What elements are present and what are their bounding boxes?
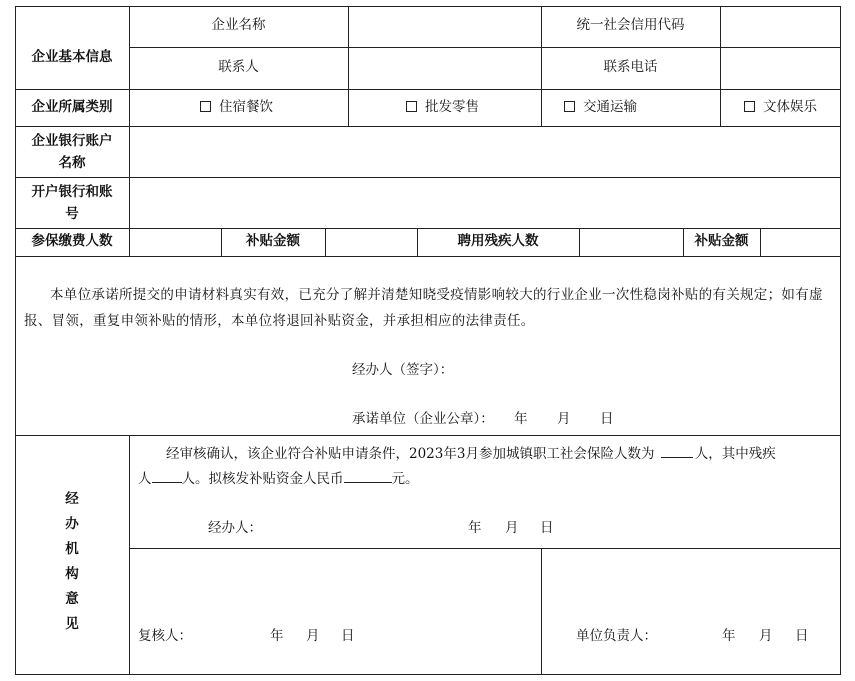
row-line — [15, 89, 841, 90]
table-border-bottom — [15, 674, 841, 675]
company-name-label: 企业名称 — [211, 17, 266, 33]
row-line — [15, 435, 841, 436]
category-option-lodging[interactable] — [200, 98, 273, 116]
label-char: 机 — [65, 541, 79, 557]
unit-head-label: 单位负责人： — [576, 628, 657, 644]
company-name-field[interactable] — [349, 7, 541, 47]
agency-day: 日 — [540, 520, 554, 536]
label-line: 开户银行和账 — [31, 184, 113, 200]
label-line: 企业银行账户 — [31, 133, 113, 149]
review-text: 元。 — [391, 471, 419, 487]
table-border-right — [840, 6, 841, 675]
rechecker-year: 年 — [270, 628, 284, 644]
review-line-2 — [138, 470, 419, 488]
review-text: 经审核确认，该企业符合补贴申请条件，2023年3月参加城镇职工社会保险人数为 — [166, 446, 655, 462]
col-line — [129, 435, 130, 675]
category-option-wholesale[interactable] — [406, 98, 479, 116]
pledge-line-1: 本单位承诺所提交的申请材料真实有效，已充分了解并清楚知晓受疫情影响较大的行业企业一次性稳岗补贴的有关规定；如有虚 — [50, 287, 823, 303]
insured-count-blank[interactable] — [661, 457, 693, 458]
agency-opinion-label — [15, 487, 129, 637]
handler-signature-label: 经办人（签字）： — [352, 362, 454, 378]
label-line: 号 — [65, 206, 79, 222]
category-option-entertainment[interactable] — [744, 98, 817, 116]
bank-account-name-label — [15, 130, 129, 174]
phone-field[interactable] — [721, 48, 840, 89]
contact-label: 联系人 — [218, 59, 259, 75]
amount-blank[interactable] — [344, 482, 392, 483]
checkbox-icon[interactable] — [200, 101, 211, 112]
agency-handler-label: 经办人： — [208, 520, 262, 536]
disabled-count-blank[interactable] — [152, 482, 182, 483]
disabled-count-field[interactable] — [580, 229, 683, 256]
pledge-day: 日 — [600, 411, 614, 427]
label-line: 名称 — [58, 155, 86, 171]
unit-head-day: 日 — [795, 628, 809, 644]
insured-count-field[interactable] — [130, 229, 221, 256]
review-text: 人。拟核发补贴资金人民币 — [181, 471, 344, 487]
label-char: 意 — [65, 591, 79, 607]
subsidy-amount-field[interactable] — [326, 229, 417, 256]
category-option-transport[interactable] — [564, 98, 637, 116]
category-option-label: 交通运输 — [583, 99, 637, 115]
label-char: 办 — [65, 516, 79, 532]
checkbox-icon[interactable] — [406, 101, 417, 112]
subsidy-amount-label-2: 补贴金额 — [694, 233, 749, 249]
category-option-label: 批发零售 — [425, 99, 479, 115]
credit-code-label: 统一社会信用代码 — [576, 17, 685, 33]
bank-and-account-field[interactable] — [130, 178, 840, 228]
rechecker-label: 复核人： — [138, 628, 192, 644]
review-text: 人，其中残疾 — [694, 446, 776, 462]
rechecker-month: 月 — [306, 628, 320, 644]
subsidy-amount-field-2[interactable] — [761, 229, 840, 256]
bank-account-name-field[interactable] — [130, 127, 840, 177]
bank-and-account-label — [15, 181, 129, 225]
label-char: 见 — [65, 616, 79, 632]
unit-head-month: 月 — [759, 628, 773, 644]
checkbox-icon[interactable] — [744, 101, 755, 112]
category-option-label: 文体娱乐 — [763, 99, 817, 115]
disabled-count-label: 聘用残疾人数 — [457, 233, 539, 249]
pledge-line-2: 报、冒领，重复申领补贴的情形，本单位将退回补贴资金，并承担相应的法律责任。 — [24, 313, 535, 329]
agency-year: 年 — [468, 520, 482, 536]
insured-count-label: 参保缴费人数 — [31, 233, 113, 249]
rechecker-day: 日 — [341, 628, 355, 644]
subsidy-amount-label: 补贴金额 — [246, 233, 300, 249]
unit-seal-label: 承诺单位（企业公章）： — [352, 411, 494, 427]
row-line — [129, 548, 841, 549]
agency-month: 月 — [505, 520, 519, 536]
unit-head-year: 年 — [722, 628, 736, 644]
review-line-1 — [166, 445, 776, 463]
category-option-label: 住宿餐饮 — [219, 99, 273, 115]
contact-field[interactable] — [349, 48, 541, 89]
col-line — [541, 548, 542, 675]
category-label: 企业所属类别 — [31, 99, 113, 115]
pledge-month: 月 — [557, 411, 571, 427]
pledge-year: 年 — [514, 411, 528, 427]
credit-code-field[interactable] — [721, 7, 840, 47]
row-line — [15, 256, 841, 257]
label-char: 构 — [65, 566, 79, 582]
label-char: 经 — [65, 491, 79, 507]
review-text: 人 — [138, 471, 152, 487]
checkbox-icon[interactable] — [564, 101, 575, 112]
basic-info-label: 企业基本信息 — [31, 49, 113, 65]
phone-label: 联系电话 — [603, 59, 658, 75]
